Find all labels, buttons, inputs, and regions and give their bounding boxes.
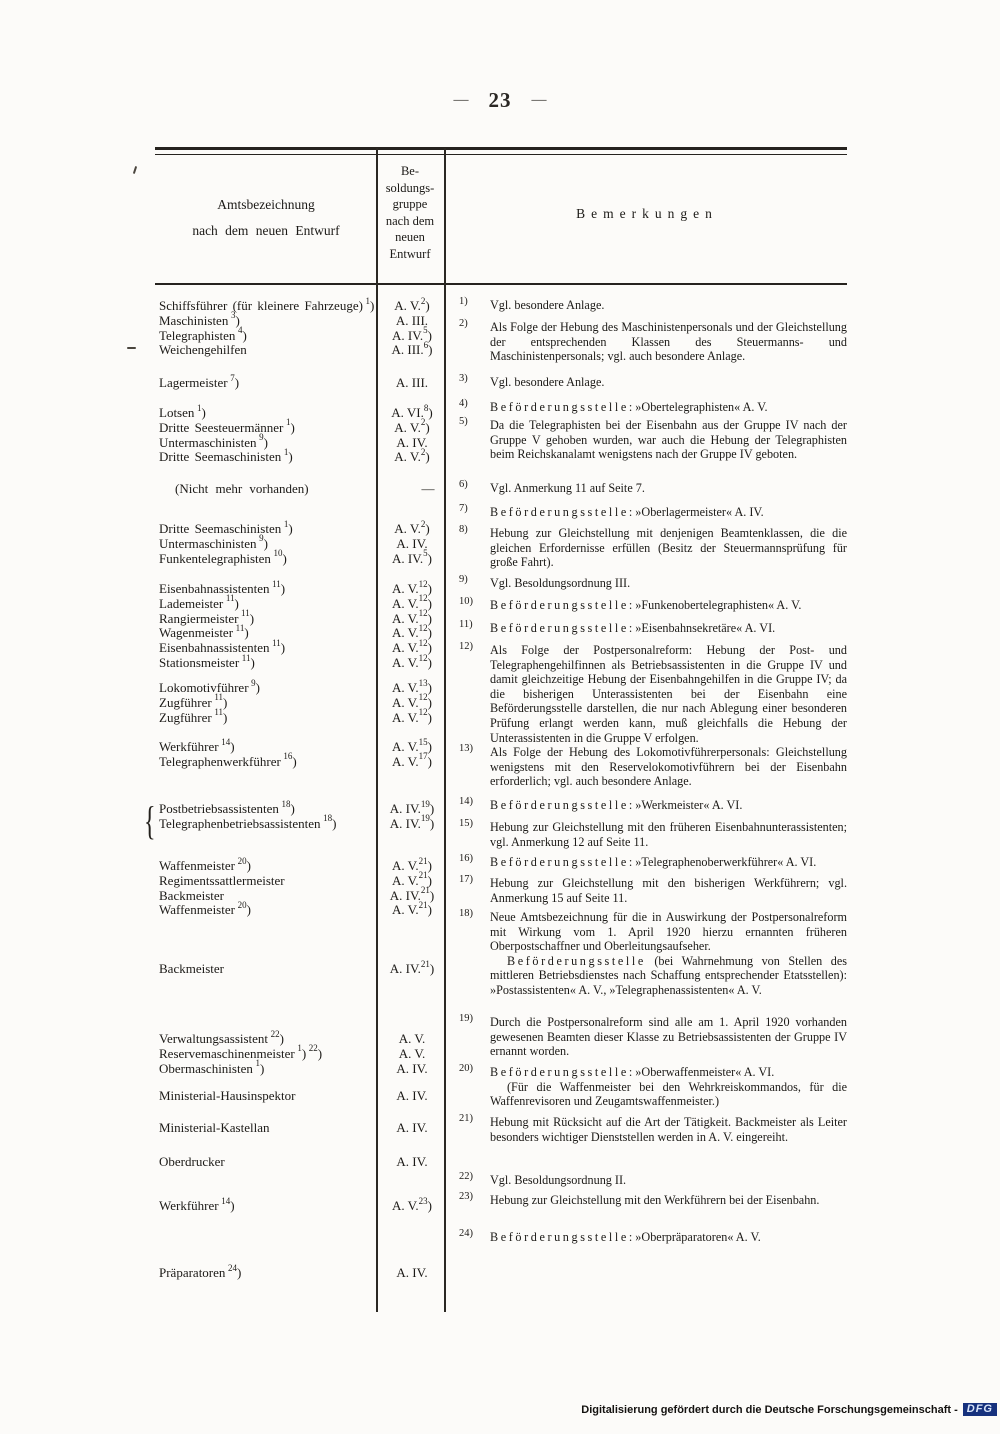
- remark: [457, 745, 847, 789]
- remark-number: 16): [459, 853, 473, 864]
- office-title: Weichengehilfen: [159, 342, 247, 358]
- remark-text: (Für die Waffenmeister bei den Wehrkreiskommandos, für die Waffenrevisoren und Zeugamtswaffenmeister.): [490, 1079, 847, 1109]
- footnote-ref: 1: [197, 402, 202, 413]
- office-title: Backmeister: [159, 887, 224, 903]
- remark-spaced-lead: Beförderungsstelle: [490, 598, 629, 612]
- footnote-ref: 5: [423, 325, 428, 336]
- row-block: [157, 1262, 847, 1280]
- footnote-ref: 1: [365, 295, 371, 306]
- remark: [457, 298, 847, 313]
- footnote-ref: 5: [423, 548, 428, 559]
- table-rule-top-thin: [155, 154, 847, 155]
- dfg-logo: DFG: [963, 1403, 997, 1416]
- remark-text: Beförderungsstelle: »Obertelegraphisten« A. V.: [490, 400, 768, 414]
- remark-spaced-lead: Beförderungsstelle: [490, 505, 629, 519]
- salary-group: A. V.$^{12}$): [392, 578, 432, 596]
- salary-group: A. IV.$^{21}$): [389, 885, 435, 903]
- footnote-ref: 14: [221, 736, 231, 747]
- office-title: Backmeister: [159, 961, 224, 976]
- column-header-line: Be-: [400, 164, 420, 178]
- salary-group: A. V.$^2$): [394, 447, 430, 465]
- column-header-line: Entwurf: [389, 246, 431, 261]
- scan-artifact: [133, 166, 137, 174]
- footnote-ref: 19: [420, 813, 430, 824]
- remark-number: 20): [459, 1063, 473, 1074]
- office-title: Dritte Seemaschinisten $^1$): [159, 518, 293, 536]
- remark: [457, 1173, 847, 1188]
- salary-group: A. IV.: [396, 535, 428, 551]
- footnote-ref: 13: [418, 677, 428, 688]
- office-title: Untermaschinisten $^9$): [159, 533, 268, 551]
- office-title: Lokomotivführer $^9$): [159, 677, 260, 695]
- footnote-ref: 12: [418, 707, 428, 718]
- remark-spaced-lead: Beförderungsstelle: [490, 855, 629, 869]
- remark-text: Da die Telegraphisten bei der Eisenbahn aus der Gruppe IV nach der Gruppe V gehoben wurden, war auch die Hebung der Telegraphisten beim Reichskanalamt wenigstens nach der Gruppe IV geboten.: [490, 418, 847, 462]
- remark-spaced-lead: Beförderungsstelle: [490, 798, 629, 812]
- office-title: Werkführer $^{14}$): [159, 736, 235, 754]
- office-title: Eisenbahnassistenten $^{11}$): [159, 578, 286, 596]
- remark: [457, 643, 847, 745]
- remark-text: Beförderungsstelle: »Eisenbahnsekretäre« A. VI.: [490, 621, 776, 635]
- footnote-ref: 12: [418, 652, 428, 663]
- office-title: Ministerial-Hausinspektor: [159, 1088, 296, 1103]
- remark-number: 2): [459, 318, 468, 329]
- remark-text: Beförderungsstelle: »Oberlagermeister« A. IV.: [490, 505, 764, 519]
- table-rule-top-thick: [155, 147, 847, 150]
- salary-group: A. IV.$^{19}$): [389, 813, 435, 831]
- page-number-dash-right: —: [531, 92, 547, 108]
- footnote-ref: 11: [235, 623, 245, 634]
- footnote-ref: 16: [283, 751, 293, 762]
- remark-number: 18): [459, 908, 473, 919]
- remark-number: 9): [459, 574, 468, 585]
- footnote-ref: 1: [297, 1043, 302, 1054]
- remark-text: Als Folge der Hebung des Maschinistenpersonals und der Gleichstellung der entsprechenden Klassen des Steuermanns- und Maschinistenpersonals; vgl. auch besondere Anlage.: [490, 320, 847, 364]
- salary-group: A. V.$^{13}$): [392, 677, 432, 695]
- footnote-ref: 1: [255, 1058, 260, 1069]
- office-title: Verwaltungsassistent $^{22}$): [159, 1028, 284, 1046]
- salary-group: A. V.$^2$): [394, 295, 430, 313]
- remark: [457, 418, 847, 462]
- remark-text: Hebung zur Gleichstellung mit den Werkführern bei der Eisenbahn.: [490, 1193, 820, 1207]
- remark-number: 19): [459, 1013, 473, 1024]
- remark: [457, 598, 847, 613]
- salary-group: A. V.: [398, 1031, 426, 1046]
- remark-number: 1): [459, 296, 468, 307]
- remark-number: 22): [459, 1171, 473, 1182]
- remark-text: Hebung zur Gleichstellung mit den bisherigen Werkführern; vgl. Anmerkung 15 auf Seite 11.: [490, 876, 847, 905]
- remark-number: 7): [459, 503, 468, 514]
- column-header-line: nach dem neuen Entwurf: [192, 223, 340, 238]
- remark-text: Hebung zur Gleichstellung mit denjenigen Beamtenklassen, die die gleichen Erfordernisse erfüllen (Besitz der Steuermannsprüfung für große Fahrt).: [490, 526, 847, 570]
- remark: [457, 375, 847, 390]
- page-number: [0, 88, 1000, 113]
- remark-number: 8): [459, 524, 468, 535]
- footnote-ref: 6: [423, 340, 429, 351]
- remark-number: 10): [459, 596, 473, 607]
- footnote-ref: 21: [418, 900, 428, 911]
- remark-text: Beförderungsstelle (bei Wahrnehmung von Stellen des mittleren Betriebsdienstes nach Schaffung entsprechender Etatsstellen): »Postassistenten« A. V., »Telegraphenassistenten« A. V.: [490, 953, 847, 997]
- salary-group: —: [421, 481, 435, 496]
- remark: [457, 798, 847, 813]
- column-header-line: nach dem: [385, 213, 435, 228]
- salary-group: A. V.$^{12}$): [392, 608, 432, 626]
- remark: [457, 1065, 847, 1109]
- footnote-ref: 9: [259, 432, 264, 443]
- remark-text: Vgl. besondere Anlage.: [490, 375, 605, 389]
- footnote-ref: 11: [272, 578, 281, 589]
- remark-number: 11): [459, 619, 473, 630]
- office-title: Lagermeister $^7$): [159, 372, 240, 390]
- remark-number: 14): [459, 796, 473, 807]
- salary-group: A. III.: [395, 312, 429, 328]
- remark-number: 13): [459, 743, 473, 754]
- footnote-ref: 9: [251, 677, 256, 688]
- remark: [457, 910, 847, 998]
- salary-group: A. IV.$^5$): [391, 325, 433, 343]
- salary-group: A. V.$^{17}$): [392, 751, 432, 769]
- office-title: Reservemaschinenmeister $^1$) $^{22}$): [159, 1043, 323, 1061]
- remark-text: Beförderungsstelle: »Oberpräparatoren« A. V.: [490, 1230, 761, 1244]
- remark-number: 5): [459, 416, 468, 427]
- footnote-ref: 11: [272, 637, 281, 648]
- remark-number: 4): [459, 398, 468, 409]
- salary-group: A. V.$^{12}$): [392, 593, 432, 611]
- table-row: [157, 1262, 847, 1280]
- column-header-line: gruppe: [392, 197, 428, 212]
- remark: [457, 526, 847, 570]
- office-title: Regimentssattlermeister: [159, 872, 285, 888]
- salary-group: A. IV.: [396, 1088, 428, 1103]
- footnote-ref: 21: [420, 885, 430, 896]
- footnote-ref: 11: [214, 692, 223, 703]
- remark-spaced-lead: Beförderungsstelle: [490, 621, 629, 635]
- remark: [457, 1015, 847, 1059]
- remark-number: 17): [459, 874, 473, 885]
- remark-number: 21): [459, 1113, 473, 1124]
- salary-group: A. IV.: [396, 1120, 428, 1135]
- footnote-ref: 22: [308, 1043, 318, 1054]
- footnote-ref: 20: [237, 900, 247, 911]
- office-title: Maschinisten $^3$): [159, 310, 240, 328]
- salary-group: A. V.$^{12}$): [392, 623, 432, 641]
- salary-group: A. IV.: [396, 1265, 428, 1280]
- remark-text: Neue Amtsbezeichnung für die in Auswirkung der Postpersonalreform mit Wirkung vom 1. April 1920 hierzu ernannten früheren Oberpostschaffner und Oberleitungsaufseher.: [490, 910, 847, 954]
- footnote-ref: 11: [214, 707, 223, 718]
- remark-text: Hebung zur Gleichstellung mit den früheren Eisenbahnunterassistenten; vgl. Anmerkung 12 auf Seite 11.: [490, 820, 847, 849]
- office-title: Ministerial-Kastellan: [159, 1120, 270, 1135]
- footnote-ref: 2: [420, 295, 426, 306]
- salary-group: A. IV.: [396, 1154, 428, 1169]
- column-header-line: neuen: [395, 230, 425, 245]
- salary-group: A. III.: [395, 375, 429, 390]
- remark-text: Beförderungsstelle: »Telegraphenoberwerkführer« A. VI.: [490, 855, 817, 869]
- remark-text: Durch die Postpersonalreform sind alle am 1. April 1920 vorhanden gewesenen Beamten dieser Klasse zu Betriebsassistenten der Gruppe IV ernannt worden.: [490, 1015, 847, 1059]
- office-title: Untermaschinisten $^9$): [159, 432, 268, 450]
- office-title: Oberdrucker: [159, 1154, 225, 1169]
- grouping-brace: {: [144, 798, 156, 843]
- salary-group: A. V.$^{12}$): [392, 652, 432, 670]
- footnote-ref: 7: [230, 372, 235, 383]
- salary-group: A. VI.$^8$): [391, 402, 433, 420]
- remark-number: 6): [459, 479, 468, 490]
- footnote-ref: 10: [273, 548, 283, 559]
- office-title: Schiffsführer (für kleinere Fahrzeuge) $^1$): [159, 295, 375, 313]
- footnote-ref: 1: [283, 518, 289, 529]
- footnote-ref: 12: [418, 692, 428, 703]
- column-header-besoldungsgruppe: [377, 163, 443, 263]
- remark: [457, 1193, 847, 1208]
- salary-group: A. V.$^{23}$): [392, 1195, 432, 1213]
- salary-group: A. V.$^{12}$): [392, 692, 432, 710]
- office-title: Werkführer $^{14}$): [159, 1195, 235, 1213]
- salary-group: A. IV.$^{21}$): [389, 958, 435, 976]
- footer-text: Digitalisierung gefördert durch die Deutsche Forschungsgemeinschaft -: [581, 1403, 958, 1416]
- salary-group: A. III.$^6$): [391, 340, 433, 358]
- page-number-value: 23: [488, 88, 512, 112]
- remark-text: Beförderungsstelle: »Oberwaffenmeister« A. VI.: [490, 1065, 775, 1079]
- footnote-ref: 2: [420, 447, 426, 458]
- remark: [457, 855, 847, 870]
- scan-artifact: [127, 347, 136, 349]
- footnote-ref: 12: [418, 637, 428, 648]
- remark-text: Vgl. Anmerkung 11 auf Seite 7.: [490, 481, 645, 495]
- footnote-ref: 22: [270, 1028, 280, 1039]
- remark: [457, 1115, 847, 1144]
- remark: [457, 400, 847, 415]
- remark-text: Als Folge der Hebung des Lokomotivführerpersonals: Gleichstellung wenigstens mit den Reservelokomotivführern bei der Eisenbahn erforderlich; vgl. auch besondere Anlage.: [490, 745, 847, 789]
- remark-text: Beförderungsstelle: »Werkmeister« A. VI.: [490, 798, 743, 812]
- remark-text: Als Folge der Postpersonalreform: Hebung der Post- und Telegraphengehilfinnen als Betriebsassistenten in die Gruppe IV und damit gleichzeitige Hebung der Eisenbahngehilfen in die Gruppe IV; da die bisherigen Unterassistenten bei der Eisenbahn eine Beförderungsstelle darstellen, die nur nach Ablegung einer besonderen Prüfung erlangt werden kann, muß gleichfalls die Hebung der Unterassistenten in die Gruppe V erfolgen.: [490, 643, 847, 745]
- footnote-ref: 4: [237, 325, 243, 336]
- footnote-ref: 23: [418, 1195, 428, 1206]
- remark-spaced-lead: Beförderungsstelle: [490, 1230, 629, 1244]
- footnote-ref: 2: [420, 417, 426, 428]
- footnote-ref: 8: [423, 402, 429, 413]
- footnote-ref: 18: [323, 813, 333, 824]
- footnote-ref: 1: [285, 417, 291, 428]
- remark-text: Hebung mit Rücksicht auf die Art der Tätigkeit. Backmeister als Leiter besonders wichtiger Dienststellen werden in A. V. eingereiht.: [490, 1115, 847, 1144]
- footnote-ref: 18: [281, 798, 291, 809]
- footnote-ref: 9: [259, 533, 264, 544]
- remark-number: 23): [459, 1191, 473, 1202]
- column-header-amtsbezeichnung: [157, 192, 375, 244]
- office-title: Dritte Seesteuermänner $^1$): [159, 417, 295, 435]
- office-title: Waffenmeister $^{20}$): [159, 855, 251, 873]
- office-title: Lotsen $^1$): [159, 402, 206, 420]
- office-title: Telegraphisten $^4$): [159, 325, 247, 343]
- remark-text: Vgl. Besoldungsordnung II.: [490, 1173, 627, 1187]
- salary-group: A. V.: [398, 1045, 426, 1061]
- office-title: Obermaschinisten $^1$): [159, 1058, 265, 1076]
- footnote-ref: 17: [418, 751, 428, 762]
- column-header-line: soldungs-: [385, 180, 435, 195]
- remark: [457, 876, 847, 905]
- remark-text: Vgl. Besoldungsordnung III.: [490, 576, 631, 590]
- remark-number: 3): [459, 373, 468, 384]
- remark: [457, 820, 847, 849]
- office-title: Funkentelegraphisten $^{10}$): [159, 548, 287, 566]
- footnote-ref: 21: [418, 870, 428, 881]
- salary-group: A. V.$^{15}$): [392, 736, 432, 754]
- remark-spaced-lead: Beförderungsstelle: [490, 1065, 629, 1079]
- remark-number: 15): [459, 818, 473, 829]
- footnote-ref: 14: [221, 1195, 231, 1206]
- salary-group: A. V.$^{12}$): [392, 707, 432, 725]
- salary-group: A. V.$^2$): [394, 518, 430, 536]
- remark-number: 12): [459, 641, 473, 652]
- footnote-ref: 12: [418, 623, 428, 634]
- footnote-ref: 21: [418, 855, 428, 866]
- remark-text: Beförderungsstelle: »Funkenobertelegraphisten« A. V.: [490, 598, 802, 612]
- remark: [457, 481, 847, 496]
- office-title: Zugführer $^{11}$): [159, 707, 228, 725]
- office-title: Zugführer $^{11}$): [159, 692, 228, 710]
- footnote-ref: 11: [225, 593, 235, 604]
- salary-group: A. IV.: [396, 1060, 428, 1076]
- salary-group: A. IV.: [396, 434, 428, 450]
- remark: [457, 505, 847, 520]
- remark: [457, 576, 847, 591]
- office-title: (Nicht mehr vorhanden): [175, 481, 309, 496]
- footnote-ref: 21: [420, 958, 430, 969]
- table-row: [157, 1154, 847, 1169]
- salary-group: A. V.$^{21}$): [392, 870, 432, 888]
- salary-group: A. V.$^{21}$): [392, 900, 432, 918]
- footnote-ref: 19: [420, 798, 430, 809]
- footnote-ref: 12: [418, 608, 428, 619]
- footnote-ref: 11: [241, 608, 250, 619]
- page-number-dash-left: —: [453, 92, 469, 108]
- salary-group: A. V.$^{21}$): [392, 855, 432, 873]
- footnote-ref: 11: [241, 652, 251, 663]
- office-title: Eisenbahnassistenten $^{11}$): [159, 637, 286, 656]
- salary-group: A. V.$^2$): [394, 417, 430, 435]
- salary-group: A. IV.$^{19}$): [389, 798, 435, 816]
- footnote-ref: 12: [418, 578, 428, 589]
- office-title: Stationsmeister $^{11}$): [159, 652, 255, 670]
- digitization-footer: [581, 1403, 997, 1416]
- remark-spaced-lead: Beförderungsstelle: [507, 953, 646, 968]
- footnote-ref: 1: [283, 447, 289, 458]
- office-title: Waffenmeister $^{20}$): [159, 900, 251, 918]
- footnote-ref: 24: [228, 1262, 238, 1273]
- office-title: Präparatoren $^{24}$): [159, 1262, 242, 1280]
- footnote-ref: 12: [418, 593, 428, 604]
- column-header-bemerkungen: Bemerkungen: [576, 206, 718, 221]
- office-title: Telegraphenbetriebsassistenten $^{18}$): [159, 813, 337, 831]
- remark-number: 24): [459, 1228, 473, 1239]
- remark: [457, 621, 847, 636]
- remark-text: Vgl. besondere Anlage.: [490, 298, 605, 312]
- salary-group: A. V.$^{12}$): [392, 637, 432, 656]
- office-title: Rangiermeister $^{11}$): [159, 608, 255, 626]
- remark-spaced-lead: Beförderungsstelle: [490, 400, 629, 414]
- row-block: [157, 1154, 847, 1169]
- footnote-ref: 3: [230, 310, 236, 321]
- office-title: Wagenmeister $^{11}$): [159, 623, 249, 641]
- footnote-ref: 15: [418, 736, 428, 747]
- table-rule-header-bottom: [155, 283, 847, 285]
- footnote-ref: 2: [420, 518, 426, 529]
- office-title: Telegraphenwerkführer $^{16}$): [159, 751, 297, 769]
- office-title: Dritte Seemaschinisten $^1$): [159, 447, 293, 465]
- salary-group: A. IV.$^5$): [391, 548, 433, 566]
- remark: [457, 320, 847, 364]
- column-header-line: Amtsbezeichnung: [217, 197, 315, 212]
- remark: [457, 1230, 847, 1245]
- office-title: Postbetriebsassistenten $^{18}$): [159, 798, 295, 816]
- footnote-ref: 20: [237, 855, 247, 866]
- office-title: Lademeister $^{11}$): [159, 593, 239, 611]
